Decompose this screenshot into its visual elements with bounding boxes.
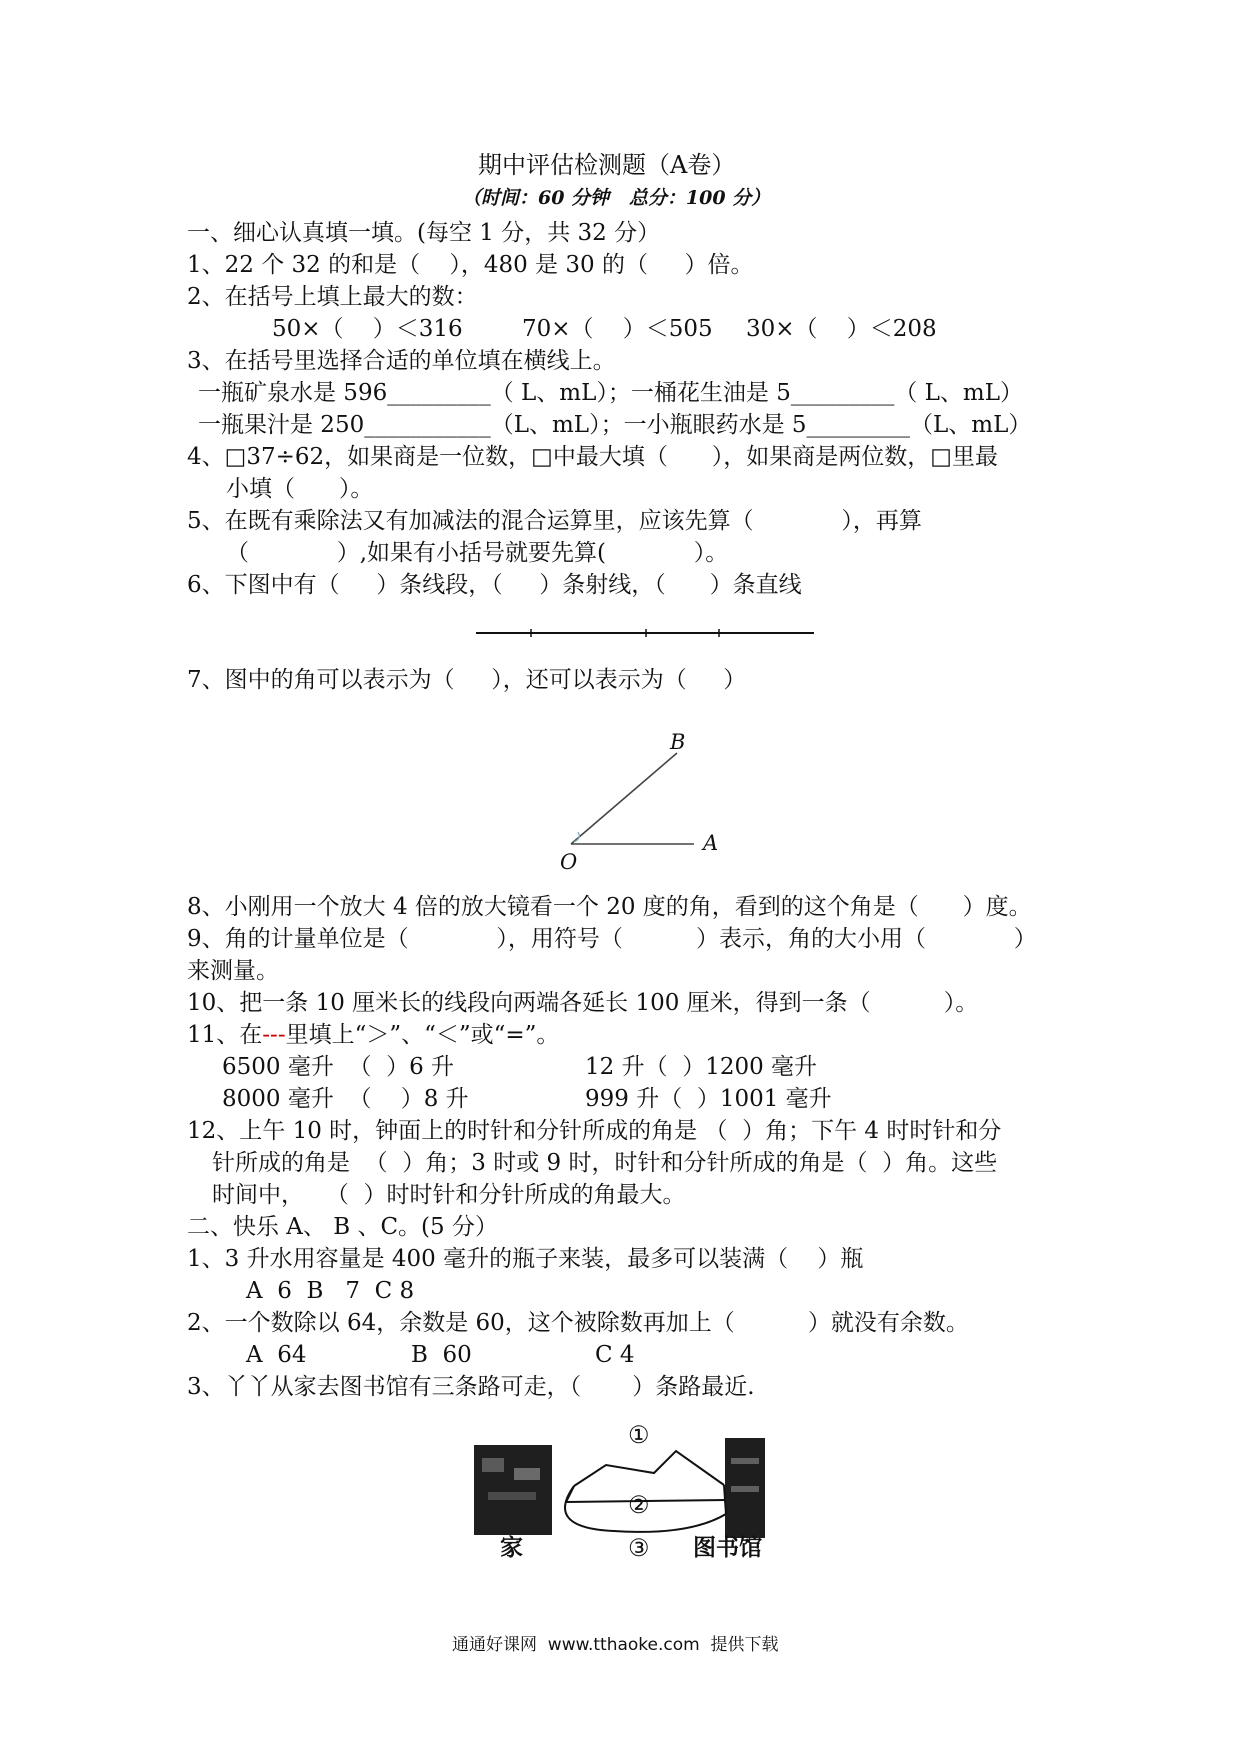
question-1-6: 6、下图中有（ ）条线段，（ ）条射线，（ ）条直线	[187, 572, 802, 598]
angle-label-a: A	[703, 831, 719, 855]
question-1-2-item: 30×（ ）＜208	[746, 316, 937, 342]
question-1-5: 5、在既有乘除法又有加减法的混合运算里，应该先算（ ），再算	[187, 508, 922, 534]
question-1-1: 1、22 个 32 的和是（ ），480 是 30 的（ ）倍。	[187, 252, 754, 278]
question-2-1-options: A 6 B 7 C 8	[246, 1278, 415, 1304]
question-1-11-item: 12 升（ ）1200 毫升	[585, 1054, 818, 1080]
question-2-2-option: A 64	[246, 1342, 307, 1368]
home-label: 家	[500, 1534, 523, 1561]
line-segment-figure	[476, 625, 816, 641]
question-1-3-line: 一瓶矿泉水是 596_________（ L、mL）；一桶花生油是 5_________（ L、mL）	[198, 380, 1023, 406]
question-1-3: 3、在括号里选择合适的单位填在横线上。	[187, 348, 616, 374]
exam-subtitle: （时间：60 分钟 总分：100 分）	[462, 187, 771, 209]
question-1-2-item: 50×（ ）＜316	[272, 316, 463, 342]
question-1-4: 4、□37÷62，如果商是一位数，□中最大填（ ），如果商是两位数，□里最	[187, 444, 998, 470]
question-1-4-cont: 小填（ ）。	[226, 476, 374, 502]
question-1-10: 10、把一条 10 厘米长的线段向两端各延长 100 厘米，得到一条（ ）。	[187, 990, 979, 1016]
angle-label-b: B	[670, 730, 686, 754]
route-2-label: ②	[628, 1491, 650, 1519]
question-1-11-item: 8000 毫升 （ ）8 升	[222, 1086, 469, 1112]
exam-title: 期中评估检测题（A卷）	[478, 151, 736, 179]
q11-suffix: 里填上“＞”、“＜”或“=”。	[285, 1022, 560, 1048]
question-2-3: 3、丫丫从家去图书馆有三条路可走，（ ）条路最近.	[187, 1374, 755, 1400]
question-1-12-cont: 时间中， （ ）时时针和分针所成的角最大。	[212, 1182, 686, 1208]
question-1-12-cont: 针所成的角是 （ ）角；3 时或 9 时，时针和分针所成的角是（ ）角。这些	[212, 1150, 998, 1176]
question-1-2: 2、在括号上填上最大的数：	[187, 284, 478, 310]
angle-figure	[560, 720, 760, 870]
question-1-8: 8、小刚用一个放大 4 倍的放大镜看一个 20 度的角，看到的这个角是（ ）度。	[187, 894, 1032, 920]
question-1-9: 9、角的计量单位是（ ），用符号（ ）表示，角的大小用（ ）	[187, 926, 1037, 952]
question-1-11-item: 6500 毫升 （ ）6 升	[222, 1054, 455, 1080]
question-1-3-line: 一瓶果汁是 250___________（L、mL）；一小瓶眼药水是 5_________（L、mL）	[198, 412, 1032, 438]
question-1-11-item: 999 升（ ）1001 毫升	[585, 1086, 832, 1112]
question-1-5-cont: （ ）,如果有小括号就要先算( ）。	[226, 540, 729, 566]
q11-dash: ---	[262, 1022, 286, 1048]
question-2-1: 1、3 升水用容量是 400 毫升的瓶子来装，最多可以装满（ ）瓶	[187, 1246, 864, 1272]
question-2-2-option: B 60	[411, 1342, 472, 1368]
question-1-2-item: 70×（ ）＜505	[522, 316, 713, 342]
route-1-path	[574, 1451, 724, 1486]
question-2-2: 2、一个数除以 64，余数是 60，这个被除数再加上（ ）就没有余数。	[187, 1310, 969, 1336]
library-label: 图书馆	[693, 1534, 762, 1561]
route-3-label: ③	[628, 1534, 650, 1562]
route-1-label: ①	[628, 1421, 650, 1449]
q11-prefix: 11、在	[187, 1022, 263, 1048]
section2-heading: 二、快乐 A、 B 、C。(5 分）	[187, 1214, 498, 1240]
footer-credit: 通通好课网 www.tthaoke.com 提供下载	[452, 1635, 779, 1655]
question-2-2-option: C 4	[595, 1342, 635, 1368]
question-1-11	[187, 1020, 559, 1050]
section1-heading: 一、细心认真填一填。(每空 1 分，共 32 分）	[187, 220, 661, 246]
question-1-7: 7、图中的角可以表示为（ ），还可以表示为（ ）	[187, 667, 747, 693]
question-1-9-cont: 来测量。	[187, 958, 279, 984]
angle-label-o: O	[560, 850, 578, 874]
question-1-12: 12、上午 10 时，钟面上的时针和分针所成的角是 （ ）角；下午 4 时时针和分	[187, 1118, 1002, 1144]
